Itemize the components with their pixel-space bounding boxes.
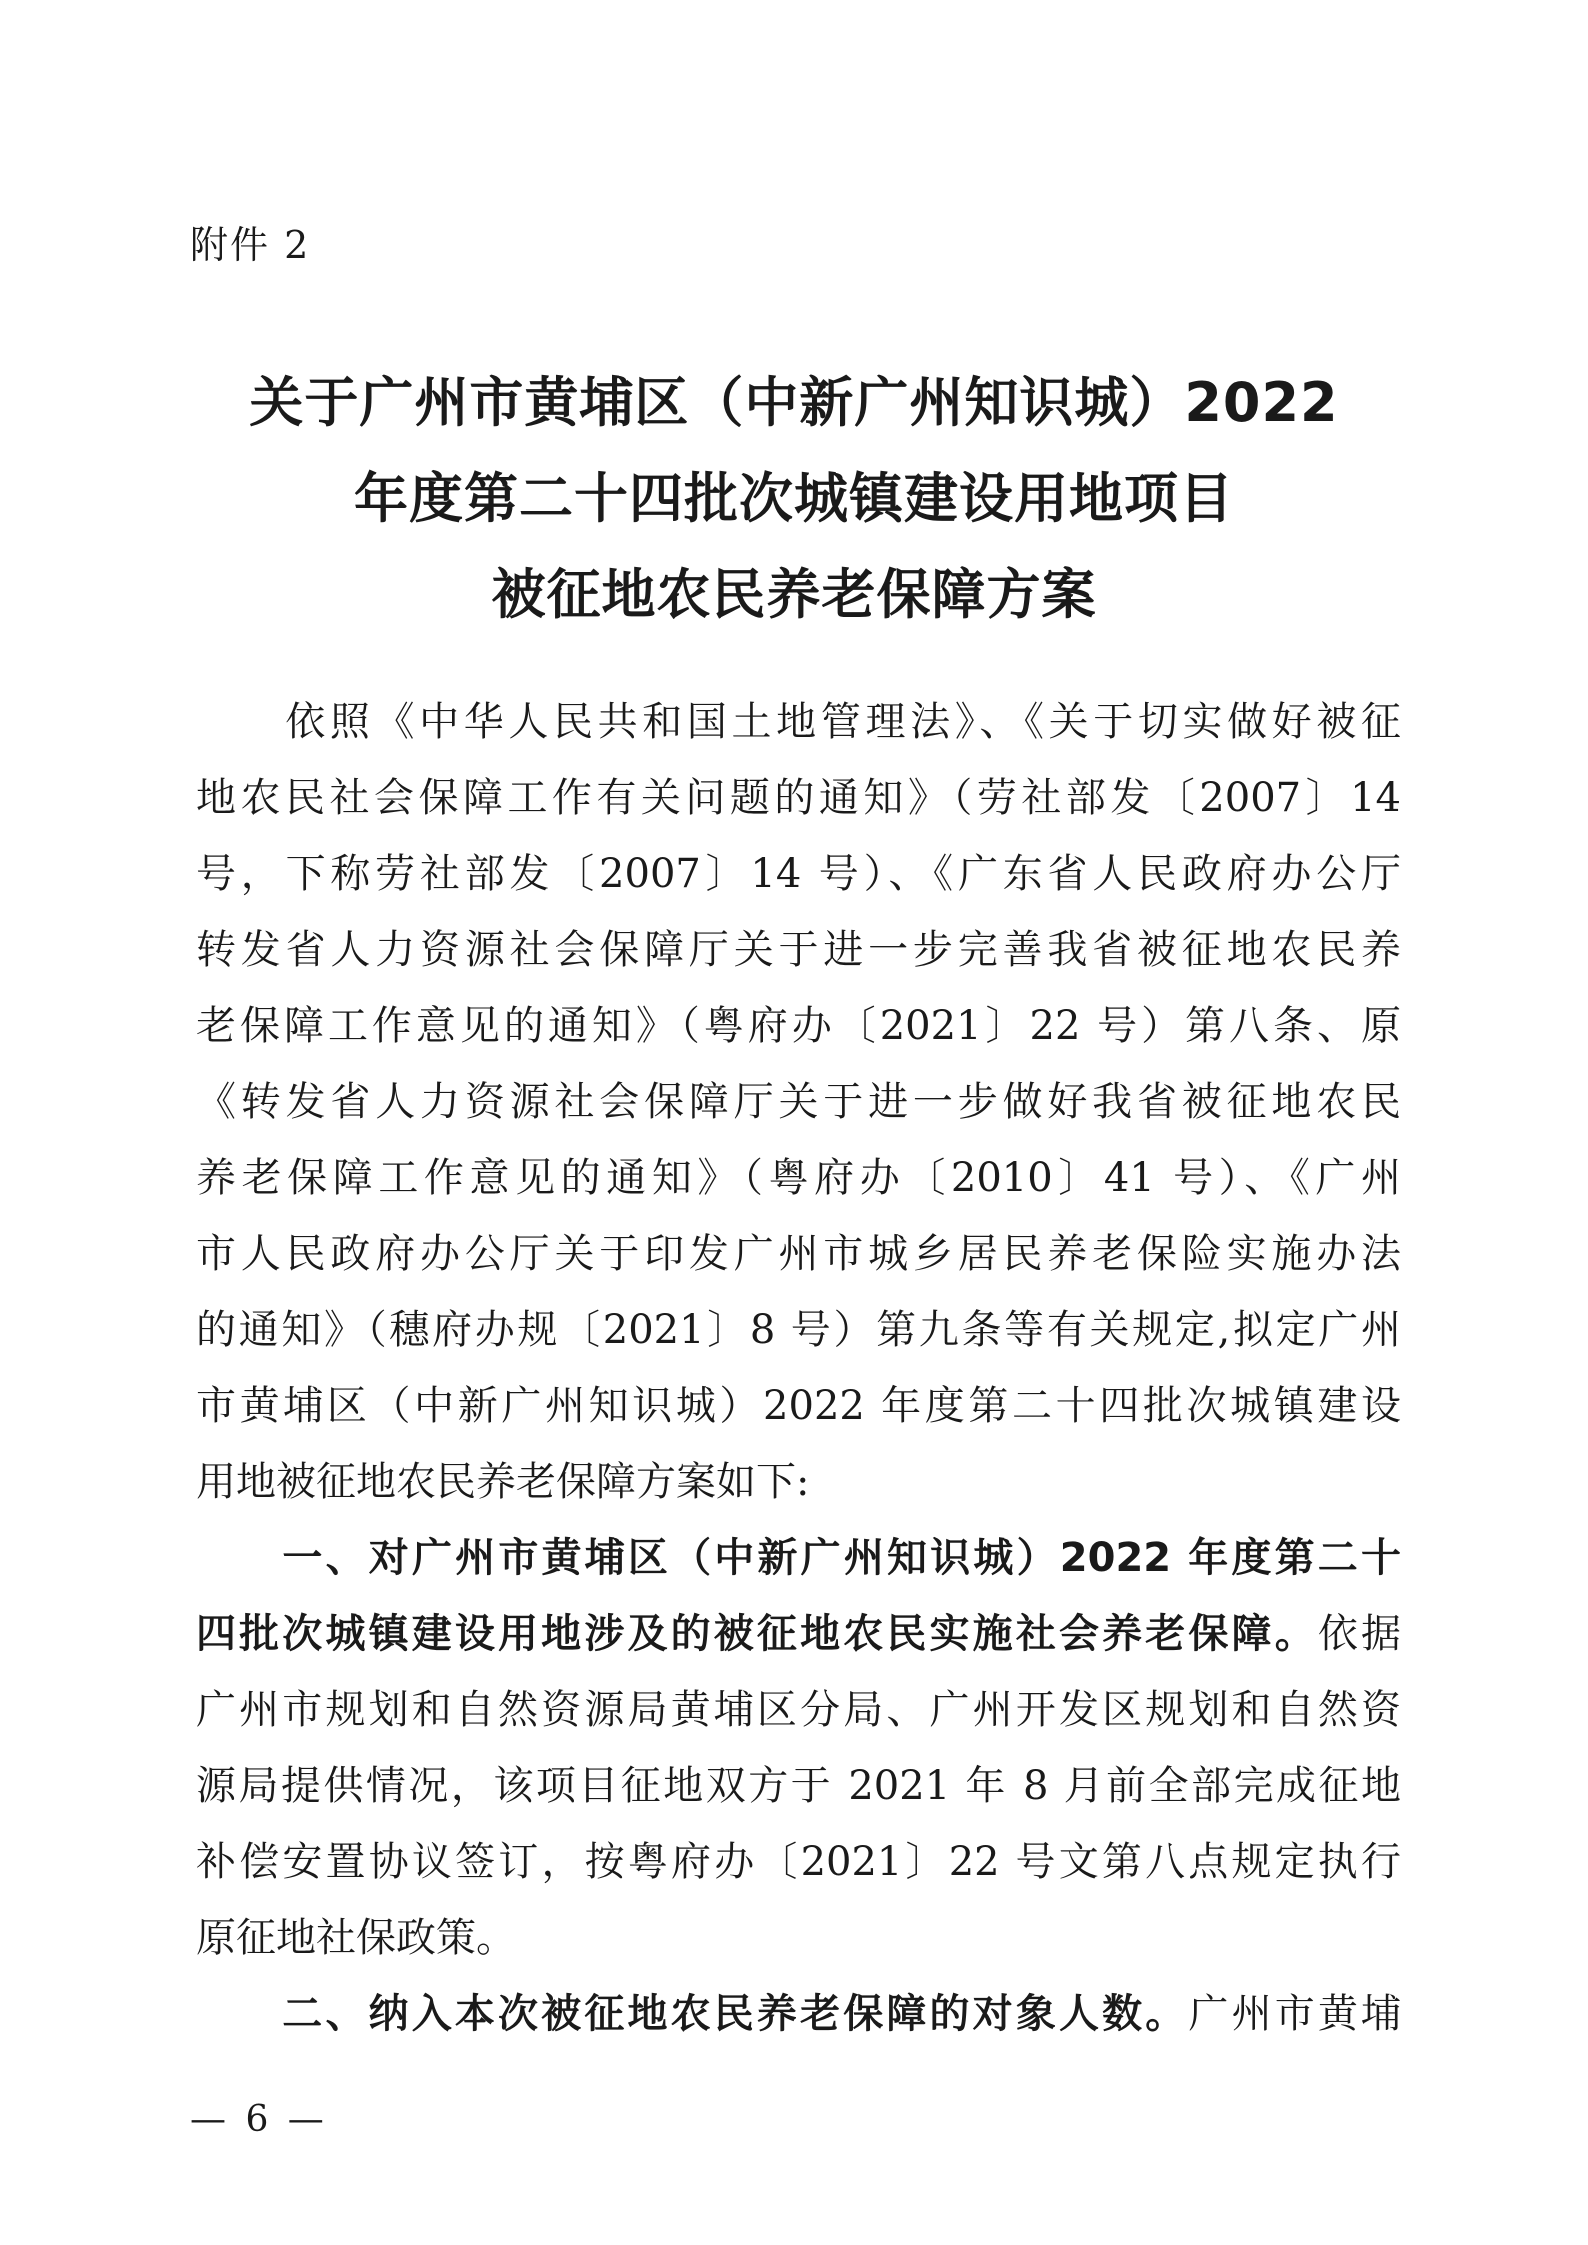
title-line: 关于广州市黄埔区（中新广州知识城）2022 (249, 371, 1339, 434)
intro-line: 市人民政府办公厅关于印发广州市城乡居民养老保险实施办法 (196, 1231, 1401, 1277)
intro-line: 的通知》（穗府办规〔2021〕8 号）第九条等有关规定,拟定广州 (196, 1307, 1401, 1353)
section2-text: 广州市黄埔 (1188, 1991, 1401, 2037)
intro-line: 市黄埔区（中新广州知识城）2022 年度第二十四批次城镇建设 (196, 1383, 1401, 1429)
document-title (180, 355, 1408, 643)
title-line: 年度第二十四批次城镇建设用地项目 (354, 467, 1234, 530)
intro-line: 地农民社会保障工作有关问题的通知》（劳社部发〔2007〕14 (196, 775, 1401, 821)
section1-line: 广州市规划和自然资源局黄埔区分局、广州开发区规划和自然资 (196, 1687, 1401, 1733)
section2-heading: 二、纳入本次被征地农民养老保障的对象人数。 (196, 1991, 1189, 2037)
intro-line: 用地被征地农民养老保障方案如下: (196, 1459, 810, 1505)
section1-text-part: 依据 (1317, 1611, 1401, 1657)
section1-line: 源局提供情况，该项目征地双方于 2021 年 8 月前全部完成征地 (196, 1763, 1401, 1809)
intro-line: 老保障工作意见的通知》（粤府办〔2021〕22 号）第八条、原 (196, 1003, 1401, 1049)
section1-line: 原征地社保政策。 (196, 1915, 516, 1961)
section1-heading-part: 一、对广州市黄埔区（中新广州知识城）2022 年度第二十 (196, 1535, 1401, 1581)
section1-heading-line (196, 1520, 1401, 1596)
section1-line: 补偿安置协议签订，按粤府办〔2021〕22 号文第八点规定执行 (196, 1839, 1401, 1885)
section1-heading-part: 四批次城镇建设用地涉及的被征地农民实施社会养老保障。 (196, 1611, 1318, 1657)
attachment-label: 附件 2 (190, 223, 311, 267)
section2-line (196, 1976, 1401, 2052)
intro-line: 转发省人力资源社会保障厅关于进一步完善我省被征地农民养 (196, 927, 1401, 973)
intro-line: 号，下称劳社部发〔2007〕14 号）、《广东省人民政府办公厅 (196, 851, 1401, 897)
intro-line: 《转发省人力资源社会保障厅关于进一步做好我省被征地农民 (196, 1079, 1401, 1125)
page-number: — 6 — (190, 2099, 328, 2140)
document-body (196, 684, 1401, 2052)
intro-line: 依照《中华人民共和国土地管理法》、《关于切实做好被征 (196, 699, 1401, 745)
intro-line: 养老保障工作意见的通知》（粤府办〔2010〕41 号）、《广州 (196, 1155, 1401, 1201)
section1-heading-line (196, 1596, 1401, 1672)
title-line: 被征地农民养老保障方案 (491, 563, 1097, 626)
